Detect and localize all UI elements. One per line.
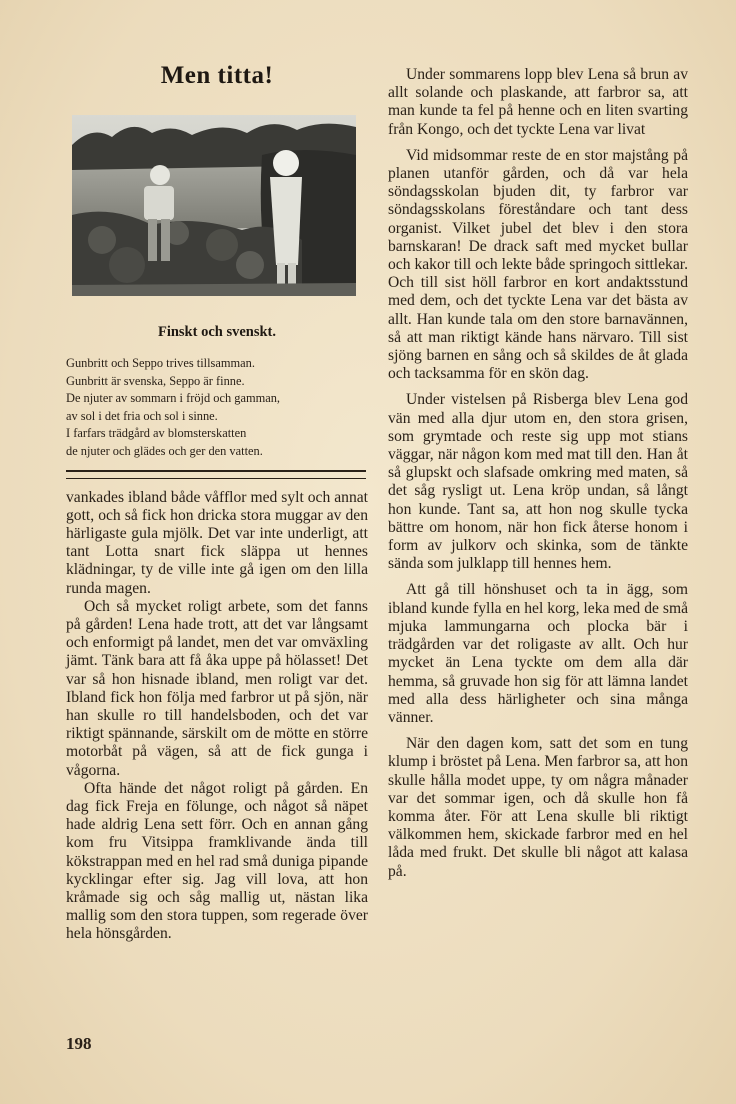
photo-caption-poem [66, 355, 368, 461]
poem-line: Gunbritt är svenska, Seppo är finne. [66, 373, 245, 388]
paragraph: När den dagen kom, satt det som en tung klump i bröstet på Lena. Men farbror sa, att hon skulle hålla modet uppe, ty om några månader var det sommar igen, och då skulle hon få komma åter. För att Lena skulle bli riktigt välkommen hem, skickade farbror med en hel låda med frukt. Det skulle bli något att kalasa på. [388, 735, 688, 880]
paragraph: Under sommarens lopp blev Lena så brun av allt solande och plaskande, att farbror sa, att man kunde ta fel på henne och en liten svarting från Kongo, och det tyckte Lena var livat [388, 66, 688, 138]
paragraph: Att gå till hönshuset och ta in ägg, som ibland kunde fylla en hel korg, leka med de små mjuka lammungarna och plocka bär i trädgården var det roligaste av allt. Och hur mycket än Lena tyckte om dem alla där hemma, så gruvade hon sig för att lämna landet med alla dess härligheter och sina många vänner. [388, 581, 688, 726]
paragraph: Under vistelsen på Risberga blev Lena god vän med alla djur utom en, den stora grisen, som grymtade och reste sig upp mot stians väggar, när någon kom med mat till den. Han åt så glupskt och slafsade omkring med maten, så det såg rysligt ut. Lena kröp undan, så långt hon kunde. Tant sa, att hon nog skulle tycka bättre om honom, när hon fick återse honom i form av julkorv och skinka, som de tänkte sända som julklapp till hennes hem. [388, 391, 688, 573]
poem-line: Gunbritt och Seppo trives tillsamman. [66, 356, 255, 370]
page-number: 198 [66, 1034, 92, 1053]
paragraph: vankades ibland både våfflor med sylt och annat gott, och så fick hon dricka stora muggar av den härligaste gula mjölk. Det var inte underligt, att tant Lotta snart fick släppa ut hennes klädningar, ty de ville inte gå igen om den lilla runda magen. [66, 488, 368, 597]
right-body-text [388, 66, 688, 881]
left-body-text [66, 489, 368, 944]
photo-children-in-garden [72, 115, 356, 296]
paragraph: Vid midsommar reste de en stor majstång på planen utanför gården, och då var hela söndagsskolan bjuden dit, ty farbror var söndagsskolans föreståndare och tant dess organist. Vilket jubel det blev i den stora barnskaran! De drack saft med mycket bullar och kakor till och lekte både springoch sittlekar. Och till sist höll farbror en kort andaktsstund med dem, och det tyckte Lena var det bästa av allt. Han kunde tala om den store barnavännen, så att man riktigt kände hans närvaro. Till sist sjöng barnen en sång och så skildes de åt glada och tacksamma för en skön dag. [388, 146, 688, 383]
poem-line: av sol i det fria och sol i sinne. [66, 408, 218, 423]
double-rule-divider [66, 470, 366, 479]
right-column [388, 66, 688, 889]
paragraph: Och så mycket roligt arbete, som det fanns på gården! Lena hade trott, att det var långsamt och enformigt på landet, men det var omväxling jämt. Tänk bara att få åka uppe på hölasset! Det var så hon hisnade ibland, men roligt var det. Ibland fick hon följa med farbror ut på sjön, när han skulle ro till handelsboden, och det var riktigt spännande, särskilt om de mötte en större motorbåt på vägen, så att de fick gunga i vågorna. [66, 597, 368, 779]
garden-photo-illustration [72, 115, 356, 296]
photo-caption-title: Finskt och svenskt. [157, 324, 277, 340]
poem-line: I farfars trädgård av blomsterskatten [66, 426, 247, 441]
left-column [66, 58, 368, 944]
poem-line: De njuter av sommarn i fröjd och gamman, [66, 391, 281, 406]
poem-line: de njuter och glädes och ger den vatten. [66, 443, 263, 458]
paragraph: Ofta hände det något roligt på gården. En dag fick Freja en fölunge, och något så näpet hade aldrig Lena sett förr. Och en annan gång kom fru Vitsippa framklivande ända till kökstrappan med en hel rad små duniga pipande kycklingar efter sig. Jag vill lova, att hon kråmade sig och såg mallig ut, nästan lika mallig som den stora tuppen, som regerade över hela hönsgården. [66, 779, 368, 943]
article-title: Men titta! [160, 62, 274, 89]
